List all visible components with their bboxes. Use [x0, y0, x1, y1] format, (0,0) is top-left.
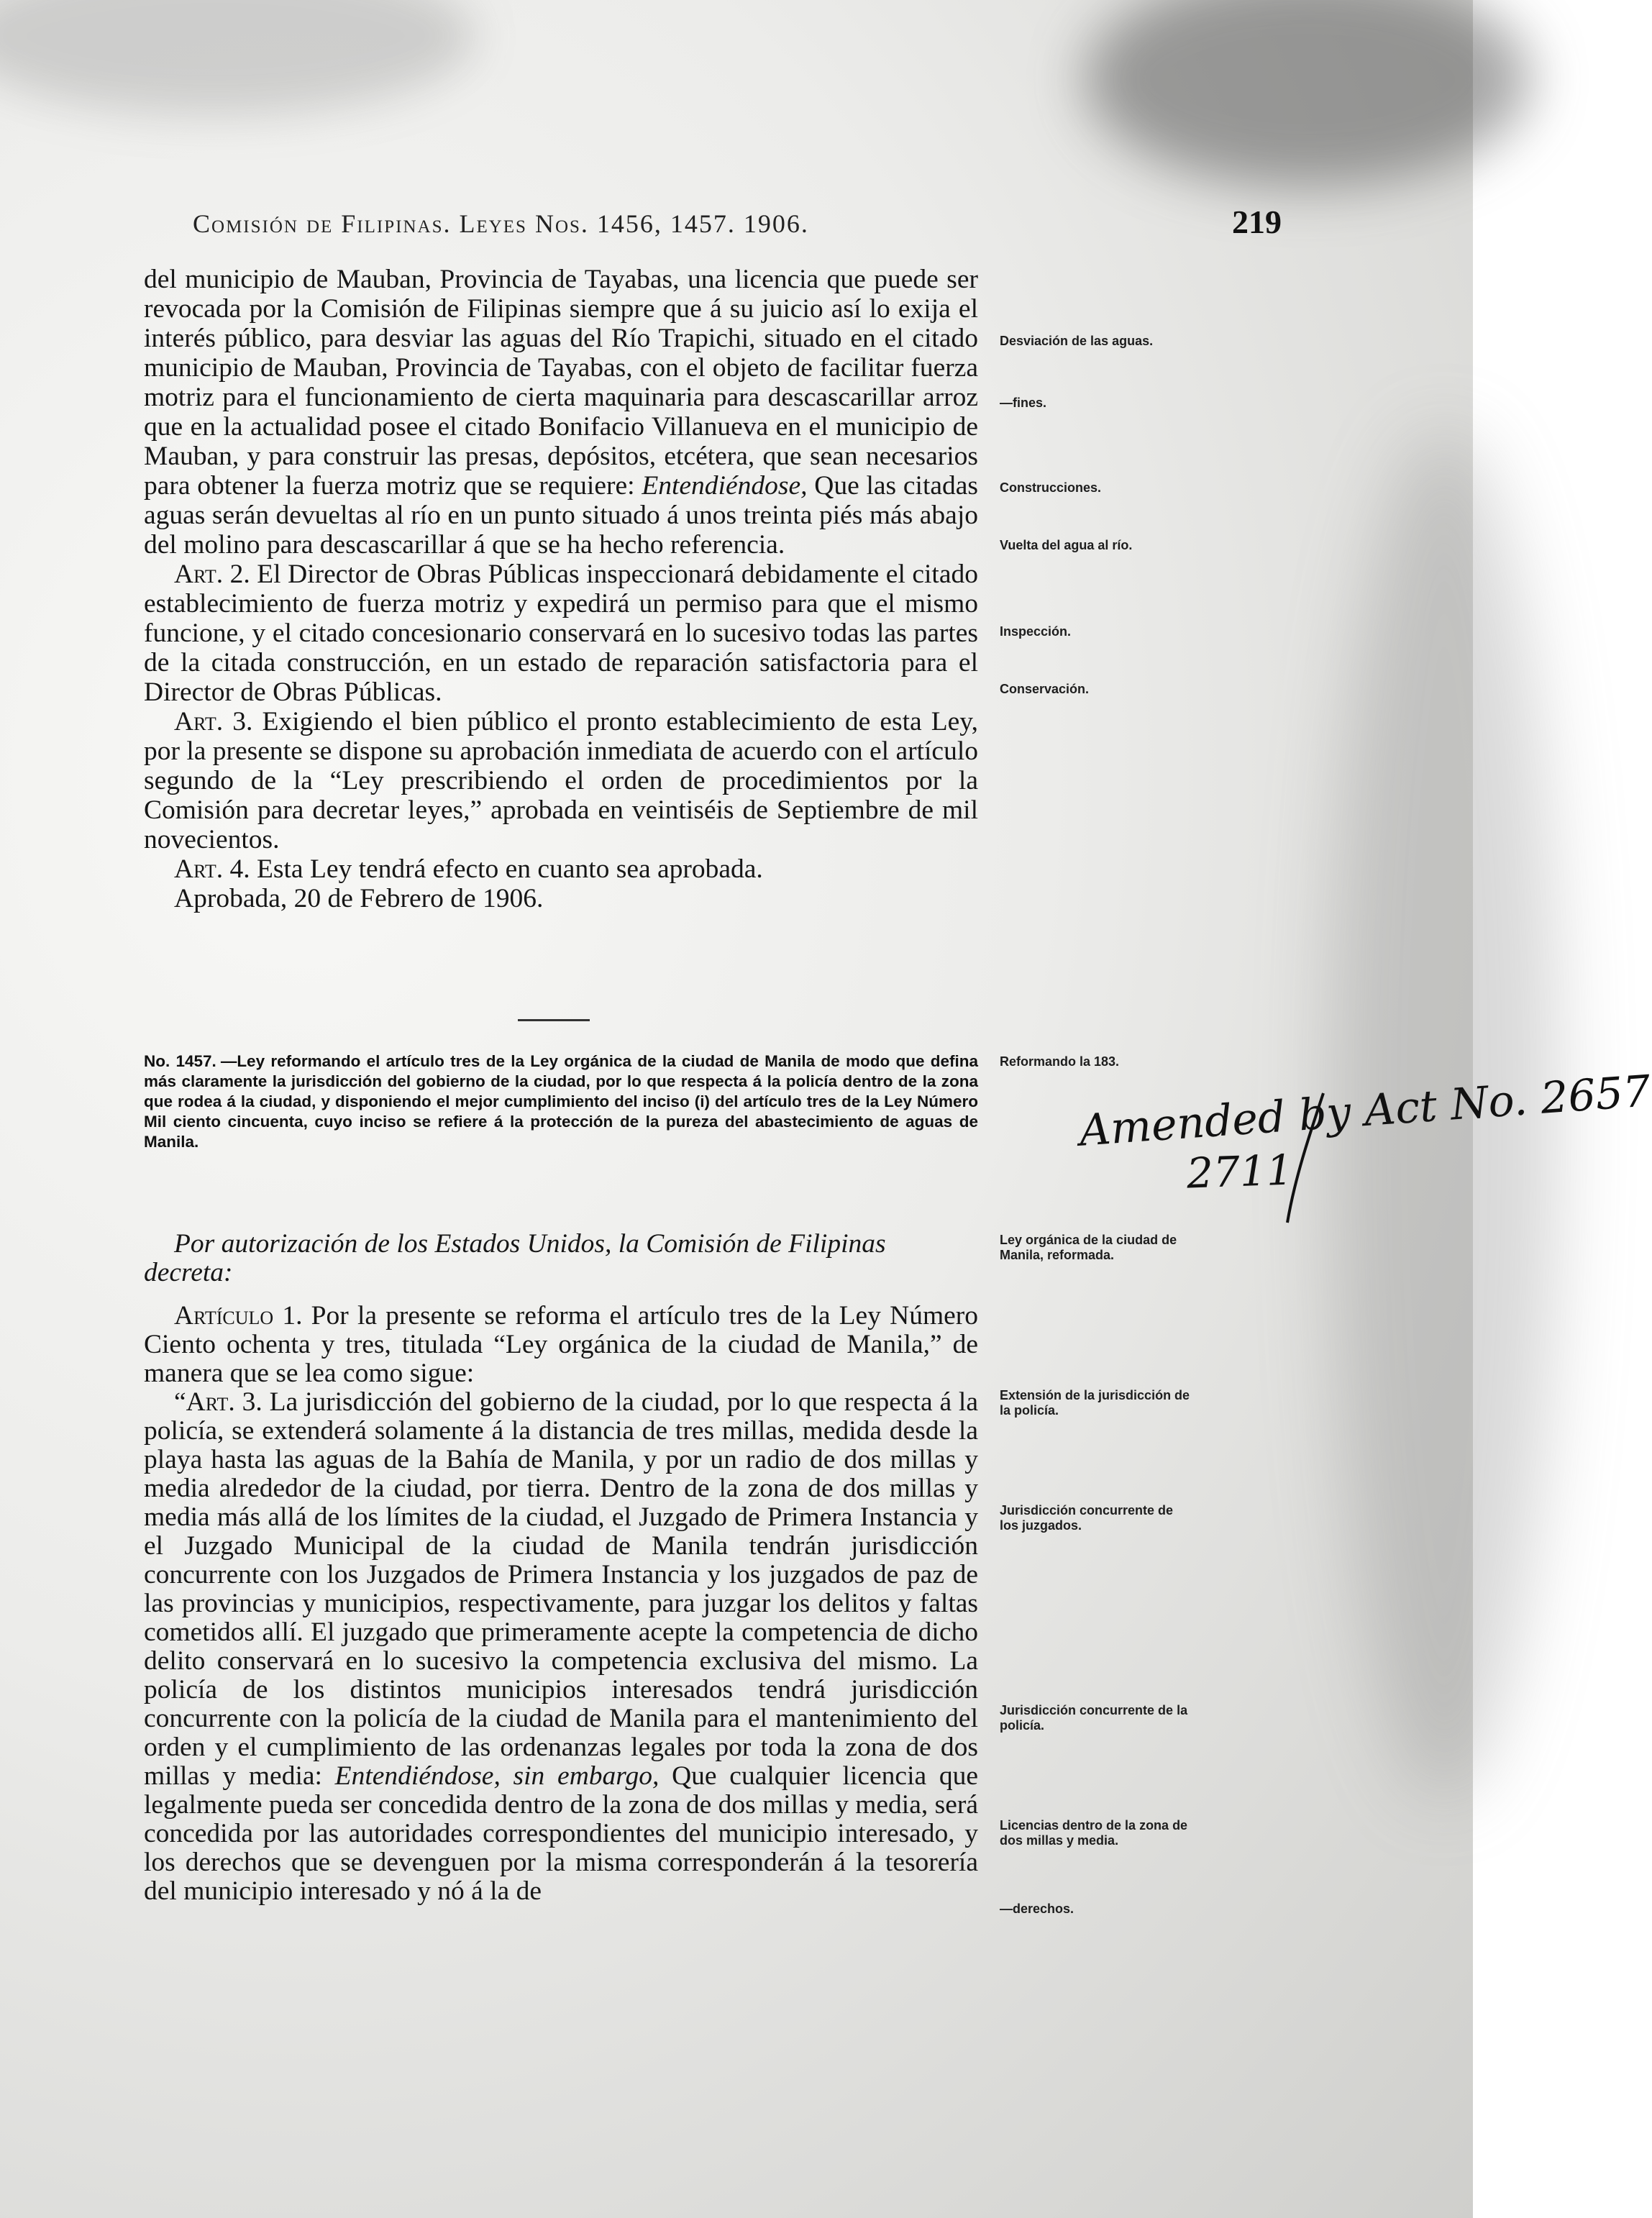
scan-shadow-top-left: [0, 0, 475, 115]
margin-note-licencias: Licencias dentro de la zona de dos millas y media.: [1000, 1818, 1188, 1848]
act-1456-text-1: del municipio de Mauban, Provincia de Tayabas, una licencia que puede ser revocada por la Comisión de Filipinas siempre que á su juicio así lo exija el interés público, para desviar las aguas del Río Trapichi, situado en el citado municipio de Mauban, Provincia de Tayabas, con el objeto de facilitar fuerza motriz para el funcionamiento de cierta maquinaria para descascarillar arroz que en la actualidad posee el citado Bonifacio Villanueva en el municipio de Mauban, y para construir las presas, depósitos, etcétera, que sean necesarios para obtener la fuerza motriz que se requiere:: [144, 265, 978, 501]
act-1457-body: [144, 1230, 978, 1906]
margin-note-conservacion: Conservación.: [1000, 682, 1090, 696]
article-1-text: Por la presente se reforma el artículo tres de la Ley Número Ciento ochenta y tres, titulada “Ley orgánica de la ciudad de Manila,” de manera que se lea como sigue:: [144, 1301, 978, 1388]
margin-note-construcciones: Construcciones.: [1000, 480, 1102, 495]
page-number: 219: [1232, 204, 1282, 240]
margin-note-desviacion: Desviación de las aguas.: [1000, 334, 1154, 348]
article-3-label: Art. 3.: [174, 707, 253, 736]
scan-shadow-top-right: [1085, 0, 1530, 187]
article-4-text: Esta Ley tendrá efecto en cuanto sea aprobada.: [257, 854, 763, 884]
margin-note-ley-organica: Ley orgánica de la ciudad de Manila, reformada.: [1000, 1233, 1177, 1262]
quoted-article-3-proviso-label: Entendiéndose, sin embargo,: [334, 1761, 660, 1791]
handwritten-annotation: [1077, 1066, 1652, 1230]
act-1456-continuation: [144, 265, 978, 913]
article-2-label: Art. 2.: [174, 560, 250, 589]
section-divider: [518, 1019, 590, 1021]
act-1457-summary-text: —Ley reformando el artículo tres de la Ley orgánica de la ciudad de Manila de modo que defina más claramente la jurisdicción del gobierno de la ciudad, por lo que respecta á la policía dentro de la zona que rodea á la ciudad, y disponiendo el mejor cumplimiento del inciso (i) del artículo tres de la Ley Número Mil ciento cincuenta, cuyo inciso se refiere á la protección de la pureza del abastecimiento de aguas de Manila.: [144, 1052, 978, 1151]
quoted-article-3-label: “Art. 3.: [174, 1387, 263, 1417]
margin-note-reformando: Reformando la 183.: [1000, 1054, 1120, 1069]
article-3-text: Exigiendo el bien público el pronto establecimiento de esta Ley, por la presente se dispone su aprobación inmediata de acuerdo con el artículo segundo de la “Ley prescribiendo el orden de procedimientos por la Comisión para decretar leyes,” aprobada en veintiséis de Septiembre de mil novecientos.: [144, 707, 978, 854]
margin-note-fines: —fines.: [1000, 396, 1047, 410]
quoted-article-3-text-b: Que cualquier licencia que legalmente pueda ser concedida dentro de la zona de dos millas y media, será concedida por las autoridades correspondientes del municipio interesado, y los derechos que se devenguen por la misma corresponderán á la tesorería del municipio interesado y nó á la de: [144, 1761, 979, 1906]
act-1456-proviso-label: Entendiéndose,: [642, 471, 808, 501]
margin-note-extension: Extensión de la jurisdicción de la policía.: [1000, 1388, 1190, 1418]
act-1457-article-1: [144, 1302, 978, 1388]
margin-note-jurisdiccion-juzgados: Jurisdicción concurrente de los juzgados.: [1000, 1503, 1174, 1533]
act-1456-article-4: [144, 854, 978, 884]
act-1456-paragraph-1: [144, 265, 978, 560]
enacting-clause: Por autorización de los Estados Unidos, la Comisión de Filipinas decreta:: [144, 1229, 886, 1287]
quoted-article-3: [144, 1388, 978, 1906]
act-1456-text-2: Que las citadas aguas serán devueltas al río en un punto situado á unos treinta piés más abajo del molino para descascarillar á que se ha hecho referencia.: [144, 471, 979, 560]
act-1456-approval-date: Aprobada, 20 de Febrero de 1906.: [174, 884, 544, 913]
margin-note-vuelta: Vuelta del agua al río.: [1000, 538, 1133, 552]
running-head: [193, 203, 1343, 246]
act-1456-article-2: [144, 560, 978, 707]
handwritten-line-1: Amended by Act No. 2657: [1077, 1066, 1652, 1156]
article-2-text: El Director de Obras Públicas inspeccionará debidamente el citado establecimiento de fuerza motriz y expedirá un permiso para que el mismo funcione, y el citado concesionario conservará en lo sucesivo todas las partes de la citada construcción, en un estado de reparación satisfactoria para el Director de Obras Públicas.: [144, 560, 978, 707]
act-1456-article-3: [144, 707, 978, 854]
act-1457-number: No. 1457.: [144, 1052, 216, 1070]
article-1-label: Artículo 1.: [174, 1301, 303, 1331]
margin-note-derechos: —derechos.: [1000, 1902, 1074, 1916]
margin-note-inspeccion: Inspección.: [1000, 624, 1072, 639]
running-title: Comisión de Filipinas. Leyes Nos. 1456, 1457. 1906.: [193, 209, 809, 238]
handwritten-stroke: [1280, 1086, 1338, 1230]
article-4-label: Art. 4.: [174, 854, 250, 884]
quoted-article-3-text-a: La jurisdicción del gobierno de la ciudad, por lo que respecta á la policía, se extenderá solamente á la distancia de tres millas, medida desde la playa hasta las aguas de la Bahía de Manila, y por un radio de dos millas y media alrededor de la ciudad, por tierra. Dentro de la zona de dos millas y media más allá de los límites de la ciudad, el Juzgado de Primera Instancia y el Juzgado Municipal de la ciudad de Manila tendrán jurisdicción concurrente con los Juzgados de Primera Instancia y los juzgados de paz de las provincias y municipios, respectivamente, para juzgar los delitos y faltas cometidos allí. El juzgado que primeramente acepte la competencia de dicho delito conservará en lo sucesivo la competencia exclusiva del mismo. La policía de los distintos municipios interesados tendrá jurisdicción concurrente con la policía de la ciudad de Manila para el mantenimiento del orden y el cumplimiento de las ordenanzas legales por toda la zona de dos millas y media:: [144, 1387, 978, 1791]
handwritten-line-2: 2711: [1185, 1145, 1294, 1198]
act-1457-summary: [144, 1051, 978, 1152]
margin-note-jurisdiccion-policia: Jurisdicción concurrente de la policía.: [1000, 1703, 1188, 1733]
